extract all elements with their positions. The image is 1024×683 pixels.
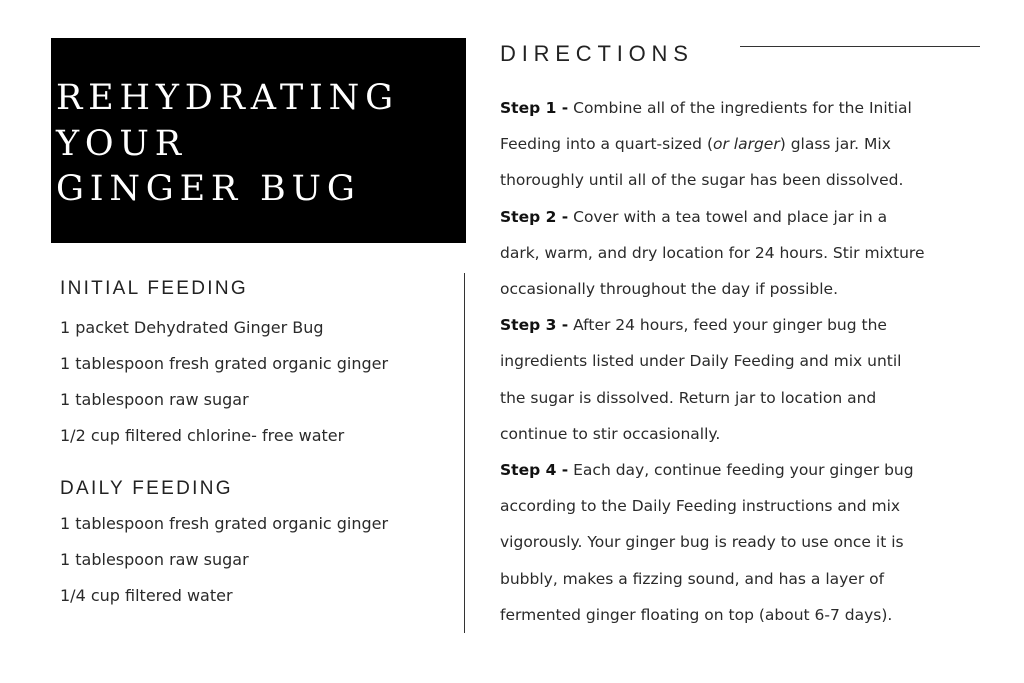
ingredient-item: 1 tablespoon raw sugar xyxy=(60,390,249,409)
daily-feeding-heading: DAILY FEEDING xyxy=(60,478,233,499)
directions-steps xyxy=(500,90,980,633)
initial-feeding-heading: INITIAL FEEDING xyxy=(60,278,248,299)
step-text: the sugar is dissolved. Return jar to location and xyxy=(500,388,877,407)
title-line: REHYDRATING xyxy=(56,78,399,118)
step-label: Step 3 - xyxy=(500,316,569,335)
initial-feeding-list xyxy=(60,310,388,454)
column-divider xyxy=(464,273,465,633)
directions-heading: DIRECTIONS xyxy=(500,41,694,66)
step-text: ingredients listed under Daily Feeding and mix until xyxy=(500,352,902,371)
step-text: Feeding into a quart-sized (or larger) glass jar. Mix xyxy=(500,135,891,154)
step-text: dark, warm, and dry location for 24 hours. Stir mixture xyxy=(500,243,925,262)
title-line: GINGER BUG xyxy=(56,169,361,209)
emphasis-text: or larger xyxy=(713,135,780,154)
daily-feeding-list xyxy=(60,506,388,614)
step-text: vigorously. Your ginger bug is ready to use once it is xyxy=(500,533,904,552)
ingredient-item: 1 tablespoon fresh grated organic ginger xyxy=(60,514,389,533)
title-block xyxy=(51,38,466,243)
step-text: occasionally throughout the day if possible. xyxy=(500,280,839,299)
ingredient-item: 1 tablespoon raw sugar xyxy=(60,550,249,569)
step-text: Cover with a tea towel and place jar in a xyxy=(568,207,888,226)
ingredient-item: 1/4 cup filtered water xyxy=(60,586,233,605)
step-text: continue to stir occasionally. xyxy=(500,424,721,443)
step-label: Step 2 - xyxy=(500,207,569,226)
step-text: thoroughly until all of the sugar has been dissolved. xyxy=(500,171,904,190)
step-text: Each day, continue feeding your ginger bug xyxy=(568,461,914,480)
step-text: bubbly, makes a fizzing sound, and has a layer of xyxy=(500,569,885,588)
step-text: fermented ginger floating on top (about 6-7 days). xyxy=(500,605,893,624)
step-label: Step 4 - xyxy=(500,461,569,480)
step-text: Combine all of the ingredients for the Initial xyxy=(568,99,912,117)
step-text: according to the Daily Feeding instructions and mix xyxy=(500,497,901,516)
step-text: After 24 hours, feed your ginger bug the xyxy=(568,316,887,335)
title-line: YOUR xyxy=(56,124,187,164)
step-label: Step 1 - xyxy=(500,99,569,117)
ingredient-item: 1 packet Dehydrated Ginger Bug xyxy=(60,318,324,337)
heading-rule xyxy=(740,46,980,47)
ingredient-item: 1/2 cup filtered chlorine- free water xyxy=(60,426,345,445)
ingredient-item: 1 tablespoon fresh grated organic ginger xyxy=(60,354,389,373)
